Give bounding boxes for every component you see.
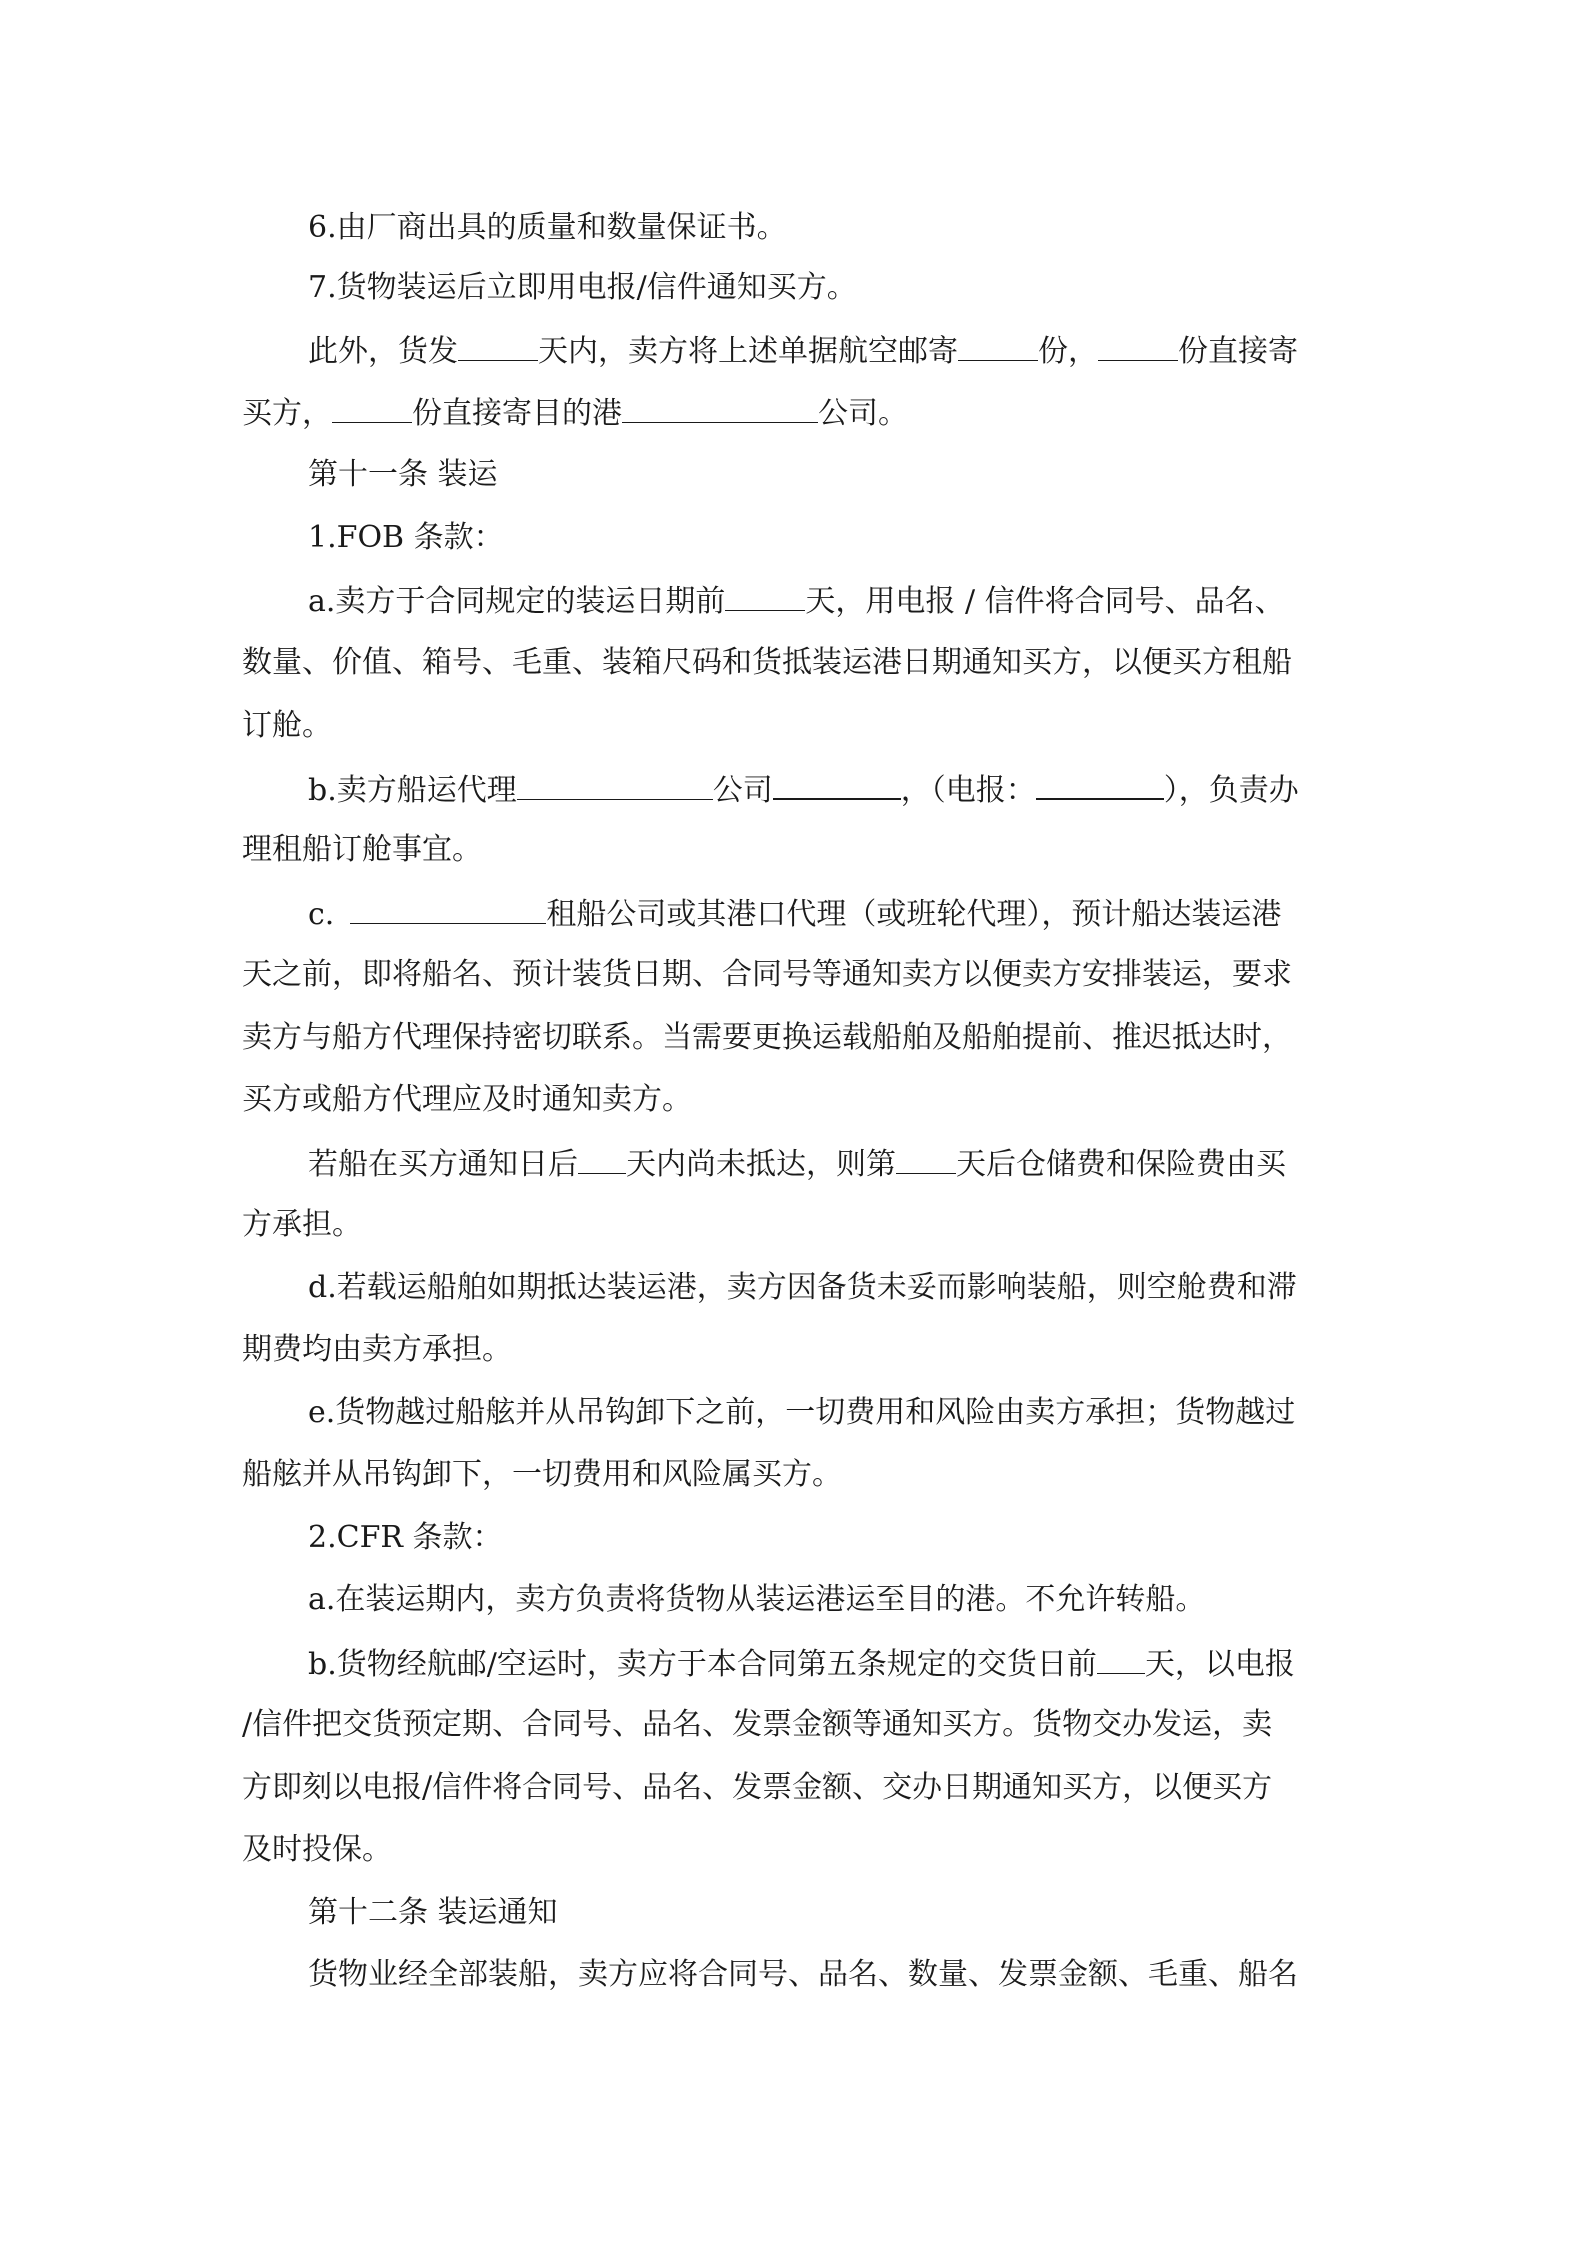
fill-blank[interactable]: [517, 769, 713, 800]
text-segment: e.货物越过船舷并从吊钩卸下之前，一切费用和风险由卖方承担；货物越过: [308, 1395, 1296, 1430]
paragraph-line: [242, 1205, 362, 1245]
paragraph-line: [242, 1455, 842, 1495]
paragraph-line: [308, 1393, 1295, 1433]
text-segment: 天内尚未抵达，则第: [626, 1147, 896, 1182]
fill-blank[interactable]: [1036, 768, 1164, 800]
paragraph-line: [242, 1080, 692, 1120]
text-segment: 6.由厂商出具的质量和数量保证书。: [308, 210, 787, 245]
text-segment: 订舱。: [242, 708, 332, 743]
text-segment: 2.CFR 条款：: [308, 1520, 503, 1555]
text-segment: 船舷并从吊钩卸下，一切费用和风险属买方。: [242, 1457, 842, 1492]
text-segment: ），负责办: [1163, 773, 1299, 808]
text-segment: 天内，卖方将上述单据航空邮寄: [538, 334, 958, 369]
text-segment: 7.货物装运后立即用电报/信件通知买方。: [308, 270, 857, 305]
paragraph-line: [308, 1518, 503, 1558]
fill-blank[interactable]: [350, 893, 546, 924]
paragraph-line: [242, 830, 482, 870]
text-segment: b.卖方船运代理: [308, 773, 517, 808]
text-segment: 买方或船方代理应及时通知卖方。: [242, 1082, 692, 1117]
text-segment: c.: [308, 897, 335, 932]
text-segment: ，（电报：: [900, 773, 1036, 808]
text-segment: d.若载运船舶如期抵达装运港，卖方因备货未妥而影响装船，则空舱费和滞: [308, 1270, 1297, 1305]
paragraph-line: [242, 706, 332, 746]
text-segment: /信件把交货预定期、合同号、品名、发票金额等通知买方。货物交办发运，卖: [242, 1707, 1273, 1742]
text-segment: 份直接寄: [1178, 334, 1298, 369]
fill-blank[interactable]: [332, 392, 412, 423]
fill-blank[interactable]: [896, 1143, 956, 1174]
text-segment: a.卖方于合同规定的装运日期前: [308, 584, 726, 619]
text-segment: 理租船订舱事宜。: [242, 832, 482, 867]
fill-blank[interactable]: [622, 392, 818, 423]
text-segment: 天，用电报 / 信件将合同号、品名、: [805, 584, 1285, 619]
text-segment: 第十二条 装运通知: [308, 1895, 558, 1930]
fill-blank[interactable]: [458, 330, 538, 361]
text-segment: 方承担。: [242, 1207, 362, 1242]
section-heading: [308, 455, 498, 495]
text-segment: 租船公司或其港口代理（或班轮代理），预计船达装运港: [546, 897, 1282, 932]
text-segment: 买方，: [242, 396, 332, 431]
text-segment: 天后仓储费和保险费由买: [956, 1147, 1286, 1182]
paragraph-line: [308, 268, 857, 308]
fill-blank[interactable]: [1097, 1643, 1145, 1674]
paragraph-line: [242, 1830, 392, 1870]
paragraph-line: [308, 208, 787, 248]
text-segment: 方即刻以电报/信件将合同号、品名、发票金额、交办日期通知买方，以便买方: [242, 1770, 1273, 1805]
text-segment: 及时投保。: [242, 1832, 392, 1867]
paragraph-line: [242, 643, 1292, 683]
text-segment: 此外，货发: [308, 334, 458, 369]
fill-blank[interactable]: [578, 1143, 626, 1174]
fill-blank[interactable]: [725, 580, 805, 611]
paragraph-line: [308, 1580, 1205, 1620]
text-segment: 第十一条 装运: [308, 457, 498, 492]
paragraph-line: [242, 1018, 1292, 1058]
text-segment: b.货物经航邮/空运时，卖方于本合同第五条规定的交货日前: [308, 1647, 1097, 1682]
paragraph-line: [308, 1643, 1295, 1685]
fill-blank[interactable]: [773, 768, 901, 800]
text-segment: 天，以电报: [1144, 1647, 1295, 1682]
text-segment: 1.FOB 条款：: [308, 520, 504, 555]
text-segment: 份直接寄目的港: [412, 396, 622, 431]
paragraph-line: [308, 893, 1281, 935]
text-segment: 天之前，即将船名、预计装货日期、合同号等通知卖方以便卖方安排装运，要求: [242, 957, 1292, 992]
text-segment: 公司。: [818, 396, 908, 431]
section-heading: [308, 1893, 558, 1933]
paragraph-line: [308, 1955, 1298, 1995]
fill-blank[interactable]: [1098, 330, 1178, 361]
paragraph-line: [308, 1268, 1297, 1308]
text-segment: 数量、价值、箱号、毛重、装箱尺码和货抵装运港日期通知买方，以便买方租船: [242, 645, 1292, 680]
paragraph-line: [308, 518, 504, 558]
text-segment: 期费均由卖方承担。: [242, 1332, 512, 1367]
paragraph-line: [242, 1330, 512, 1370]
text-segment: 若船在买方通知日后: [308, 1147, 578, 1182]
paragraph-line: [242, 392, 908, 434]
paragraph-line: [308, 1143, 1286, 1185]
paragraph-line: [308, 580, 1285, 622]
paragraph-line: [242, 1705, 1272, 1745]
paragraph-line: [308, 768, 1299, 811]
paragraph-line: [242, 955, 1292, 995]
text-segment: 份，: [1038, 334, 1098, 369]
paragraph-line: [308, 330, 1298, 372]
paragraph-line: [242, 1768, 1272, 1808]
text-segment: a.在装运期内，卖方负责将货物从装运港运至目的港。不允许转船。: [308, 1582, 1206, 1617]
text-segment: 公司: [712, 773, 773, 808]
fill-blank[interactable]: [958, 330, 1038, 361]
text-segment: 货物业经全部装船，卖方应将合同号、品名、数量、发票金额、毛重、船名: [308, 1957, 1298, 1992]
text-segment: 卖方与船方代理保持密切联系。当需要更换运载船舶及船舶提前、推迟抵达时，: [242, 1020, 1292, 1055]
